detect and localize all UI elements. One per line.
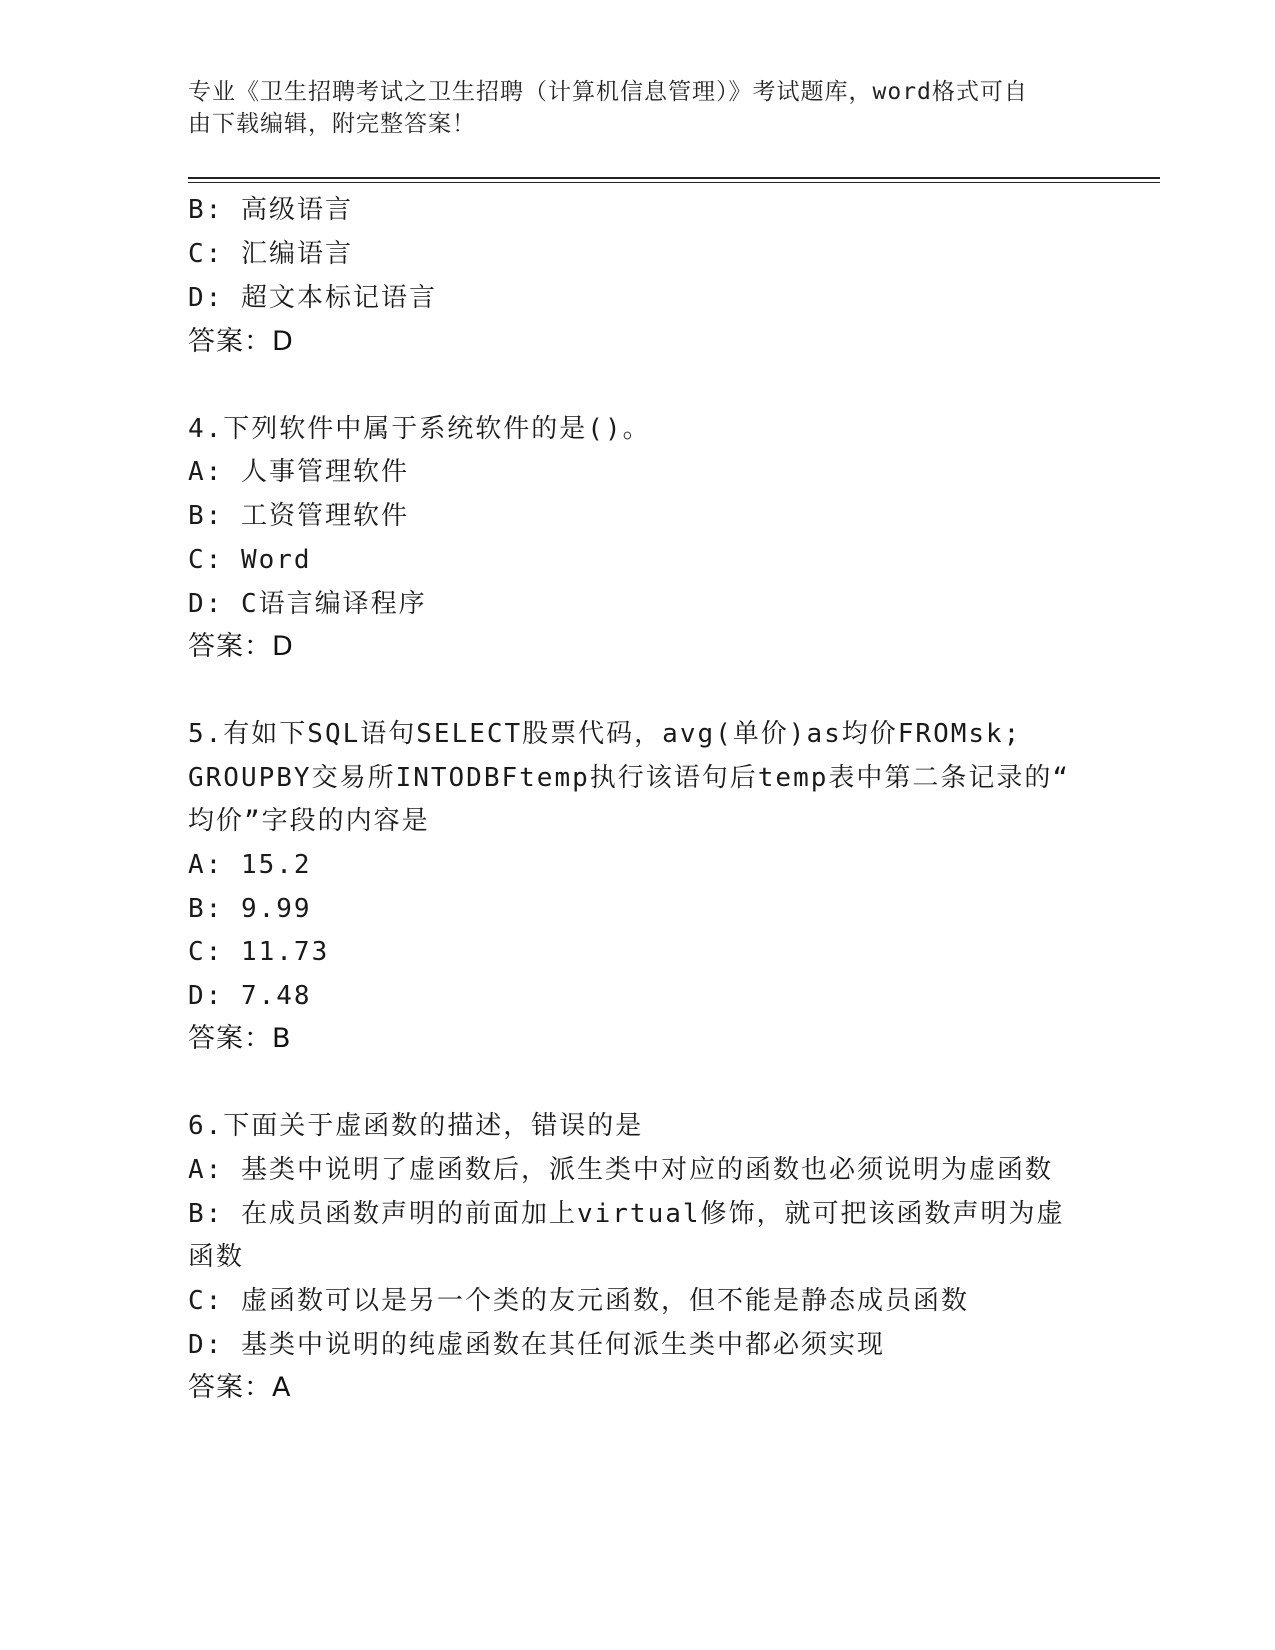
q5-option-b: B: 9.99 bbox=[188, 894, 312, 924]
q4-option-d: D: C语言编译程序 bbox=[188, 589, 427, 619]
q5-answer: 答案：B bbox=[188, 1023, 292, 1054]
q3-option-d: D: 超文本标记语言 bbox=[188, 283, 437, 313]
q5-option-d: D: 7.48 bbox=[188, 981, 312, 1011]
header-line-1: 专业《卫生招聘考试之卫生招聘（计算机信息管理）》考试题库，word格式可自 bbox=[188, 79, 1028, 105]
q6-option-d: D: 基类中说明的纯虚函数在其任何派生类中都必须实现 bbox=[188, 1330, 885, 1360]
q4-option-a: A: 人事管理软件 bbox=[188, 457, 409, 487]
q6-answer: 答案：A bbox=[188, 1372, 292, 1403]
q3-answer: 答案：D bbox=[188, 326, 294, 357]
q4-option-c: C: Word bbox=[188, 545, 312, 575]
q5-option-a: A: 15.2 bbox=[188, 850, 312, 880]
q6-stem: 6.下面关于虚函数的描述，错误的是 bbox=[188, 1111, 644, 1141]
q5-stem-line-1: 5.有如下SQL语句SELECT股票代码，avg(单价)as均价FROMsk; bbox=[188, 719, 1022, 749]
q6-option-b-line-2: 函数 bbox=[188, 1242, 245, 1272]
q6-option-c: C: 虚函数可以是另一个类的友元函数，但不能是静态成员函数 bbox=[188, 1286, 969, 1316]
q3-option-c: C: 汇编语言 bbox=[188, 239, 353, 269]
document-header bbox=[188, 76, 1088, 140]
header-rule-thin bbox=[188, 182, 1160, 183]
q4-option-b: B: 工资管理软件 bbox=[188, 501, 409, 531]
q5-option-c: C: 11.73 bbox=[188, 937, 330, 967]
q5-stem-line-2: GROUPBY交易所INTODBFtemp执行该语句后temp表中第二条记录的“ bbox=[188, 763, 1071, 793]
header-rule-thick bbox=[188, 177, 1160, 179]
q5-stem-line-3: 均价”字段的内容是 bbox=[188, 806, 430, 836]
q3-option-b: B: 高级语言 bbox=[188, 195, 353, 225]
q4-answer: 答案：D bbox=[188, 631, 294, 662]
q4-stem: 4.下列软件中属于系统软件的是()。 bbox=[188, 414, 651, 444]
q6-option-a: A: 基类中说明了虚函数后，派生类中对应的函数也必须说明为虚函数 bbox=[188, 1155, 1053, 1185]
header-line-2: 由下载编辑，附完整答案！ bbox=[188, 111, 476, 137]
q6-option-b-line-1: B: 在成员函数声明的前面加上virtual修饰，就可把该函数声明为虚 bbox=[188, 1199, 1065, 1229]
